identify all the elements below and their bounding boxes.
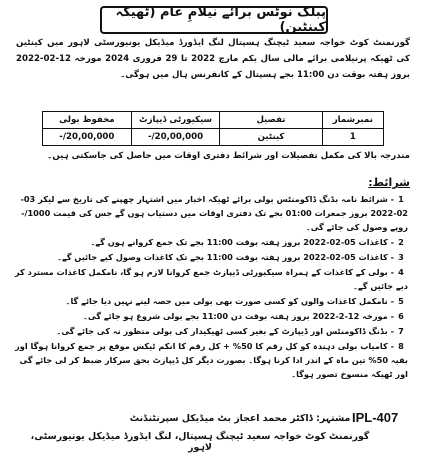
term-number: 7 [398, 326, 404, 336]
term-text: شرائط نامہ بڈنگ ڈاکومنٹس بولی برائے ٹھیکہ اخبار میں اشتہار چھپنے کی تاریخ سے لیکر 03-02-2022 بروز جمعرات 01:00 بجے تک دفتری اوقات میں دستیاب ہوں گے جس کی قیمت 1000/- روپے وصول کی جائے گی۔ [20, 194, 408, 232]
details-note: مندرجہ بالا کی مکمل تفصیلات اور شرائط دفتری اوقات میں حاصل کی جاسکتی ہیں۔ [47, 151, 410, 161]
header-serial: نمبرشمار [322, 112, 383, 129]
list-item: 1- شرائط نامہ بڈنگ ڈاکومنٹس بولی برائے ٹھیکہ اخبار میں اشتہار چھپنے کی تاریخ سے لیکر 03-02-2022 بروز جمعرات 01:00 بجے تک دفتری اوقات میں دستیاب ہوں گے جس کی قیمت 1000/- روپے وصول کی جائے گی۔ [20, 194, 408, 232]
term-number: 3 [398, 252, 404, 262]
term-text: کامیاب بولی دہندہ کو کل رقم کا 50% + کل رقم کا انکم ٹیکس موقع پر جمع کروانا ہوگا اور بقیہ 50% تین ماہ کے اندر ادا کرنا ہوگا۔ بصورت دیگر کل ڈیپازٹ بحق سرکار ضبط کر لی جائے گی اور ٹھیکہ منسوخ تصور ہوگا۔ [15, 341, 408, 379]
term-text: مورخہ 12-2-2022 بروز ہفتہ بوقت دن 11:00 بجے بولی شروع ہو جائے گی۔ [83, 311, 388, 321]
terms-list [10, 192, 424, 382]
table-row [43, 129, 384, 146]
term-number: 1 [398, 194, 404, 204]
list-item: 4- بولی کے کاغذات کے ہمراہ سیکیورٹی ڈیپازٹ جمع کروانا لازم ہو گا، نامکمل کاغذات مسترد کر دیے جائیں گے۔ [14, 267, 408, 291]
term-number: 2 [398, 237, 404, 247]
term-number: 8 [398, 341, 404, 351]
term-number: 6 [398, 311, 404, 321]
cell-description: کینٹین [220, 129, 322, 146]
header-description: تفصیل [220, 112, 322, 129]
term-text: کاغذات 05-02-2022 بروز ہفتہ بوقت 11:00 بجے تک جمع کروانے ہوں گے۔ [90, 237, 388, 247]
notice-title-text: پبلک نوٹس برائے نیلامِ عام (ٹھیکہ کینٹین) [115, 5, 326, 35]
advertiser-signature: مشتہر: ڈاکٹر محمد اعجاز بٹ میڈیکل سپرنٹنڈنٹ [129, 413, 351, 424]
term-number: 5 [398, 296, 404, 306]
table-header-row [43, 112, 384, 129]
list-item: 8- کامیاب بولی دہندہ کو کل رقم کا 50% + کل رقم کا انکم ٹیکس موقع پر جمع کروانا ہوگا اور بقیہ 50% تین ماہ کے اندر ادا کرنا ہوگا۔ بصورت دیگر کل ڈیپازٹ بحق سرکار ضبط کر لی جائے گی اور ٹھیکہ منسوخ تصور ہوگا۔ [15, 341, 408, 379]
list-item: 3- کاغذات 05-02-2022 بروز ہفتہ بوقت 11:00 بجے تک کاغذات وصول کیے جائیں گے۔ [10, 250, 408, 264]
auction-items-table [42, 111, 384, 146]
term-text: نامکمل کاغذات والوں کو کسی صورت بھی بولی میں حصہ لینے نہیں دیا جائے گا۔ [65, 296, 388, 306]
list-item: 6- مورخہ 12-2-2022 بروز ہفتہ بوقت دن 11:00 بجے بولی شروع ہو جائے گی۔ [10, 309, 408, 323]
list-item: 2- کاغذات 05-02-2022 بروز ہفتہ بوقت 11:00 بجے تک جمع کروانے ہوں گے۔ [10, 235, 408, 249]
list-item: 5- نامکمل کاغذات والوں کو کسی صورت بھی بولی میں حصہ لینے نہیں دیا جائے گا۔ [10, 294, 408, 308]
cell-serial: 1 [322, 129, 383, 146]
notice-title [100, 6, 328, 34]
cell-security-deposit: 20,00,000/- [131, 129, 220, 146]
header-security-deposit: سیکیورٹی ڈیپازٹ [131, 112, 220, 129]
header-reserve-bid: مخفوظ بولی [43, 112, 132, 129]
cell-reserve-bid: 20,00,000/- [43, 129, 132, 146]
institution-name: گورنمنٹ کوٹ خواجہ سعید ٹیچنگ ہسپتال، لنگ ایڈورڈ میڈیکل یونیورسٹی، لاہور [30, 431, 370, 453]
term-number: 4 [398, 267, 404, 277]
intro-paragraph: گورنمنٹ کوٹ خواجہ سعید ٹیچنگ ہسپتال لنگ ایڈورڈ میڈیکل یونیورسٹی لاہور میں کینٹین کی ٹھیکہ پرنیلامی برائے مالی سال یکم مارچ 2022 تا 29 فروری 2024 مورخہ 12-02-2022 بروز ہفتہ بوقت دن 11:00 بجے ہسپتال کے کانفرنس ہال میں ہوگی۔ [16, 38, 411, 80]
term-text: کاغذات 05-02-2022 بروز ہفتہ بوقت 11:00 بجے تک کاغذات وصول کیے جائیں گے۔ [57, 252, 388, 262]
term-text: بولی کے کاغذات کے ہمراہ سیکیورٹی ڈیپازٹ جمع کروانا لازم ہو گا، نامکمل کاغذات مسترد کر دیے جائیں گے۔ [14, 267, 408, 291]
list-item: 7- بڈنگ ڈاکومنٹس اور ڈیپازٹ کے بغیر کسی ٹھیکیدار کی بولی منظور نہ کی جائے گی۔ [10, 324, 408, 338]
ipl-code: IPL-407 [352, 410, 399, 425]
term-text: بڈنگ ڈاکومنٹس اور ڈیپازٹ کے بغیر کسی ٹھیکیدار کی بولی منظور نہ کی جائے گی۔ [56, 326, 388, 336]
terms-heading: شرائط: [368, 176, 410, 189]
